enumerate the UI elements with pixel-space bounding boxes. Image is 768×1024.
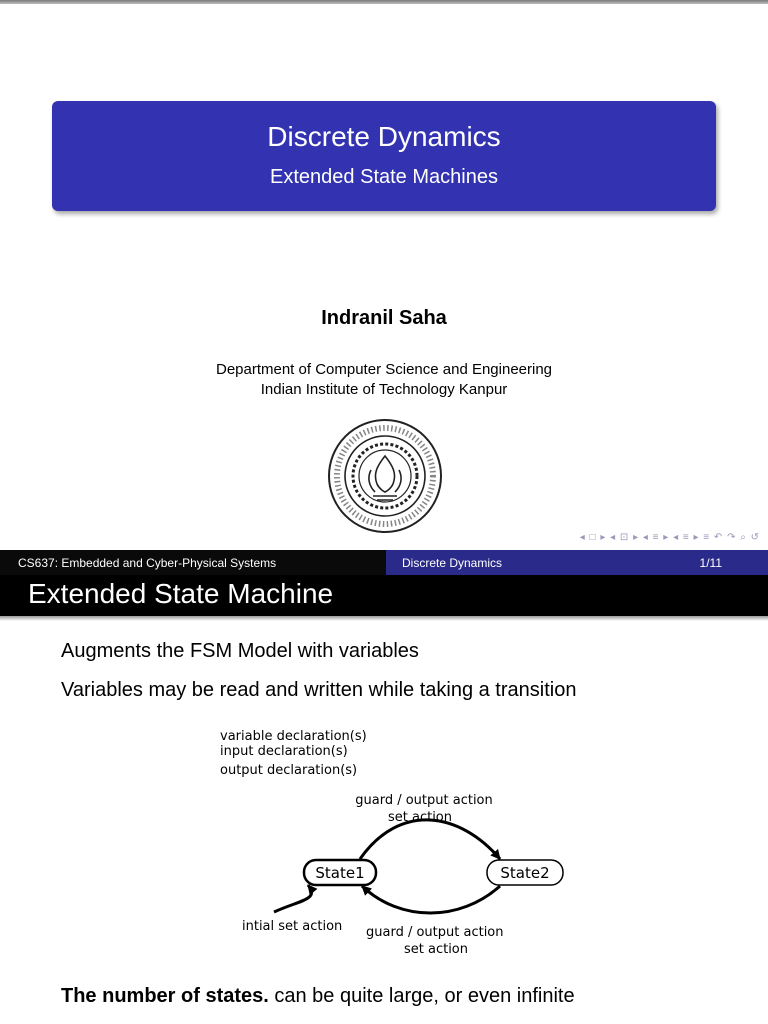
frame-title-shadow [0, 616, 768, 621]
initial-arrow [274, 885, 312, 912]
header-left [0, 550, 386, 575]
bottom-transition-label: guard / output action [366, 925, 504, 940]
affiliation [0, 360, 768, 400]
declaration-text: variable declaration(s) [220, 729, 367, 744]
bottom-transition-set: set action [403, 942, 469, 957]
transition-arrow-top [360, 820, 500, 859]
slide-title: Discrete Dynamics [267, 121, 501, 152]
state2-label: State2 [500, 864, 550, 882]
header-bar [0, 550, 768, 575]
top-transition-label: guard / output action [355, 793, 493, 808]
header-right [386, 550, 768, 575]
top-transition-set: set action [387, 810, 453, 825]
transition-arrow-bottom [362, 886, 500, 913]
initial-label: intial set action [242, 919, 343, 934]
author-name: Indranil Saha [321, 307, 447, 329]
bullet-item: Variables may be read and written while taking a transition [61, 679, 577, 701]
frame-title-bar [0, 575, 768, 616]
title-slide [0, 4, 768, 550]
title-box [52, 101, 716, 211]
beamer-nav-controls[interactable]: ◂ □ ▸ ◂ ⊡ ▸ ◂ ≡ ▸ ◂ ≡ ▸ ≡ ↶ ↷ ⌕ ↺ [579, 532, 760, 543]
final-rest-text: can be quite large, or even infinite [268, 985, 575, 1007]
section-name: Discrete Dynamics [402, 556, 503, 570]
frame-title: Extended State Machine [28, 578, 334, 609]
institute-name: Indian Institute of Technology Kanpur [260, 381, 508, 398]
state1-label: State1 [315, 864, 365, 882]
slide-subtitle: Extended State Machines [270, 166, 498, 188]
course-name: CS637: Embedded and Cyber-Physical Systems [18, 556, 277, 570]
department-name: Department of Computer Science and Engineering [215, 361, 553, 378]
declaration-text: output declaration(s) [220, 763, 358, 778]
final-bold-text: The number of states. [61, 985, 269, 1007]
page-number: 1/11 [699, 556, 722, 570]
final-bullet [61, 985, 575, 1008]
extended-state-machine-diagram [200, 722, 600, 972]
iit-kanpur-seal-icon [327, 418, 443, 534]
bullet-item: Augments the FSM Model with variables [61, 640, 419, 662]
declaration-text: input declaration(s) [220, 744, 348, 759]
